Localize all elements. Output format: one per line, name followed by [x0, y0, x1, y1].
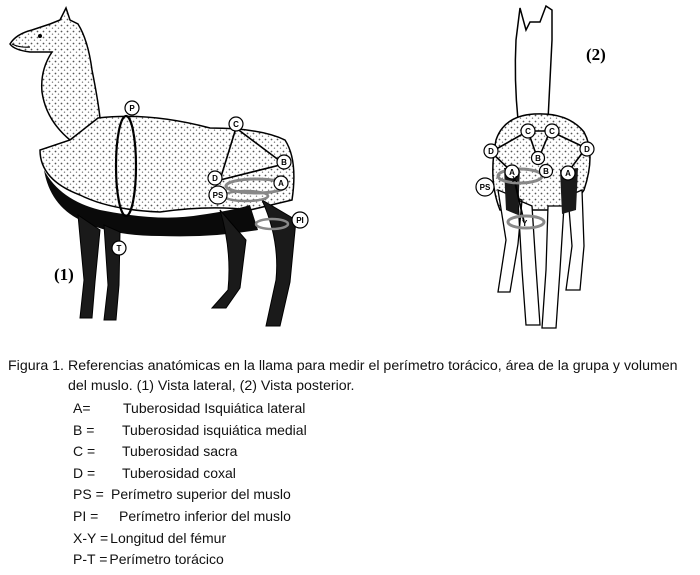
legend-key: PS = — [73, 486, 104, 503]
svg-text:A: A — [278, 179, 284, 188]
svg-text:D: D — [488, 147, 494, 156]
marker-b-right — [540, 165, 553, 178]
svg-text:A: A — [565, 169, 571, 178]
svg-text:P: P — [129, 104, 135, 113]
legend-list — [73, 398, 307, 571]
legend-key: P-T = — [73, 551, 108, 568]
svg-text:D: D — [212, 174, 218, 183]
svg-text:PS: PS — [479, 183, 491, 192]
marker-d-right — [580, 142, 594, 156]
legend-description: Longitud del fémur — [110, 529, 227, 546]
legend-key: A= — [73, 400, 91, 416]
legend-description: Tuberosidad isquiática medial — [122, 421, 307, 438]
marker-pi — [292, 212, 308, 228]
legend-description: Perímetro torácico — [109, 551, 224, 568]
marker-x: X — [512, 175, 518, 184]
marker-p — [125, 101, 139, 115]
llama-posterior-view — [476, 6, 606, 328]
legend-key: B = — [73, 421, 95, 438]
svg-text:D: D — [584, 145, 590, 154]
svg-text:PI: PI — [296, 216, 304, 225]
marker-t — [112, 241, 126, 255]
legend-key: PI = — [73, 507, 99, 524]
legend-description: Tuberosidad coxal — [122, 464, 236, 481]
svg-text:B: B — [281, 158, 287, 167]
svg-text:C: C — [525, 127, 531, 136]
legend-item — [73, 463, 307, 485]
marker-ps-posterior — [476, 178, 494, 196]
svg-text:C: C — [549, 127, 555, 136]
marker-a — [274, 176, 288, 190]
legend-description: Tuberosidad sacra — [122, 443, 238, 460]
svg-text:A: A — [509, 168, 515, 177]
caption-text: Referencias anatómicas en la llama para medir el perímetro torácico, área de la grupa y volumen del muslo. (1) Vista lateral, (2) Vista posterior. — [68, 358, 678, 394]
svg-text:B: B — [535, 154, 541, 163]
legend-description: Perímetro superior del muslo — [111, 486, 291, 503]
marker-b-left — [532, 152, 545, 165]
figure-caption — [8, 356, 698, 396]
marker-c — [229, 117, 243, 131]
legend-item — [73, 484, 307, 506]
llama-eye — [38, 34, 42, 38]
legend-item — [73, 528, 307, 550]
svg-text:T: T — [116, 244, 122, 253]
legend-description: Perímetro inferior del muslo — [119, 507, 291, 524]
marker-y: Y — [522, 219, 528, 228]
legend-description: Tuberosidad Isquiática lateral — [123, 400, 306, 416]
legend-item — [73, 398, 307, 420]
marker-ps — [209, 186, 227, 204]
marker-d — [208, 171, 222, 185]
svg-text:PS: PS — [212, 191, 224, 200]
llama-lateral-view — [10, 8, 308, 326]
legend-item — [73, 549, 307, 571]
legend-key: C = — [73, 443, 96, 460]
legend-item — [73, 441, 307, 463]
caption-number: Figura 1. — [8, 358, 64, 374]
marker-d-left — [484, 144, 498, 158]
llama-lateral-neck — [10, 8, 100, 140]
lateral-view-label: (1) — [54, 265, 74, 284]
marker-b — [277, 155, 291, 169]
llama-lateral-front-legs — [78, 215, 120, 320]
legend-key: D = — [73, 464, 96, 481]
svg-text:B: B — [543, 167, 549, 176]
posterior-view-label: (2) — [586, 45, 606, 64]
legend-item — [73, 506, 307, 528]
marker-a-right — [561, 166, 575, 180]
legend-item — [73, 420, 307, 442]
legend-key: X-Y = — [73, 529, 109, 546]
svg-text:C: C — [233, 120, 239, 129]
marker-c-left — [521, 124, 535, 138]
llama-posterior-neck — [515, 6, 552, 120]
marker-c-right — [545, 124, 559, 138]
